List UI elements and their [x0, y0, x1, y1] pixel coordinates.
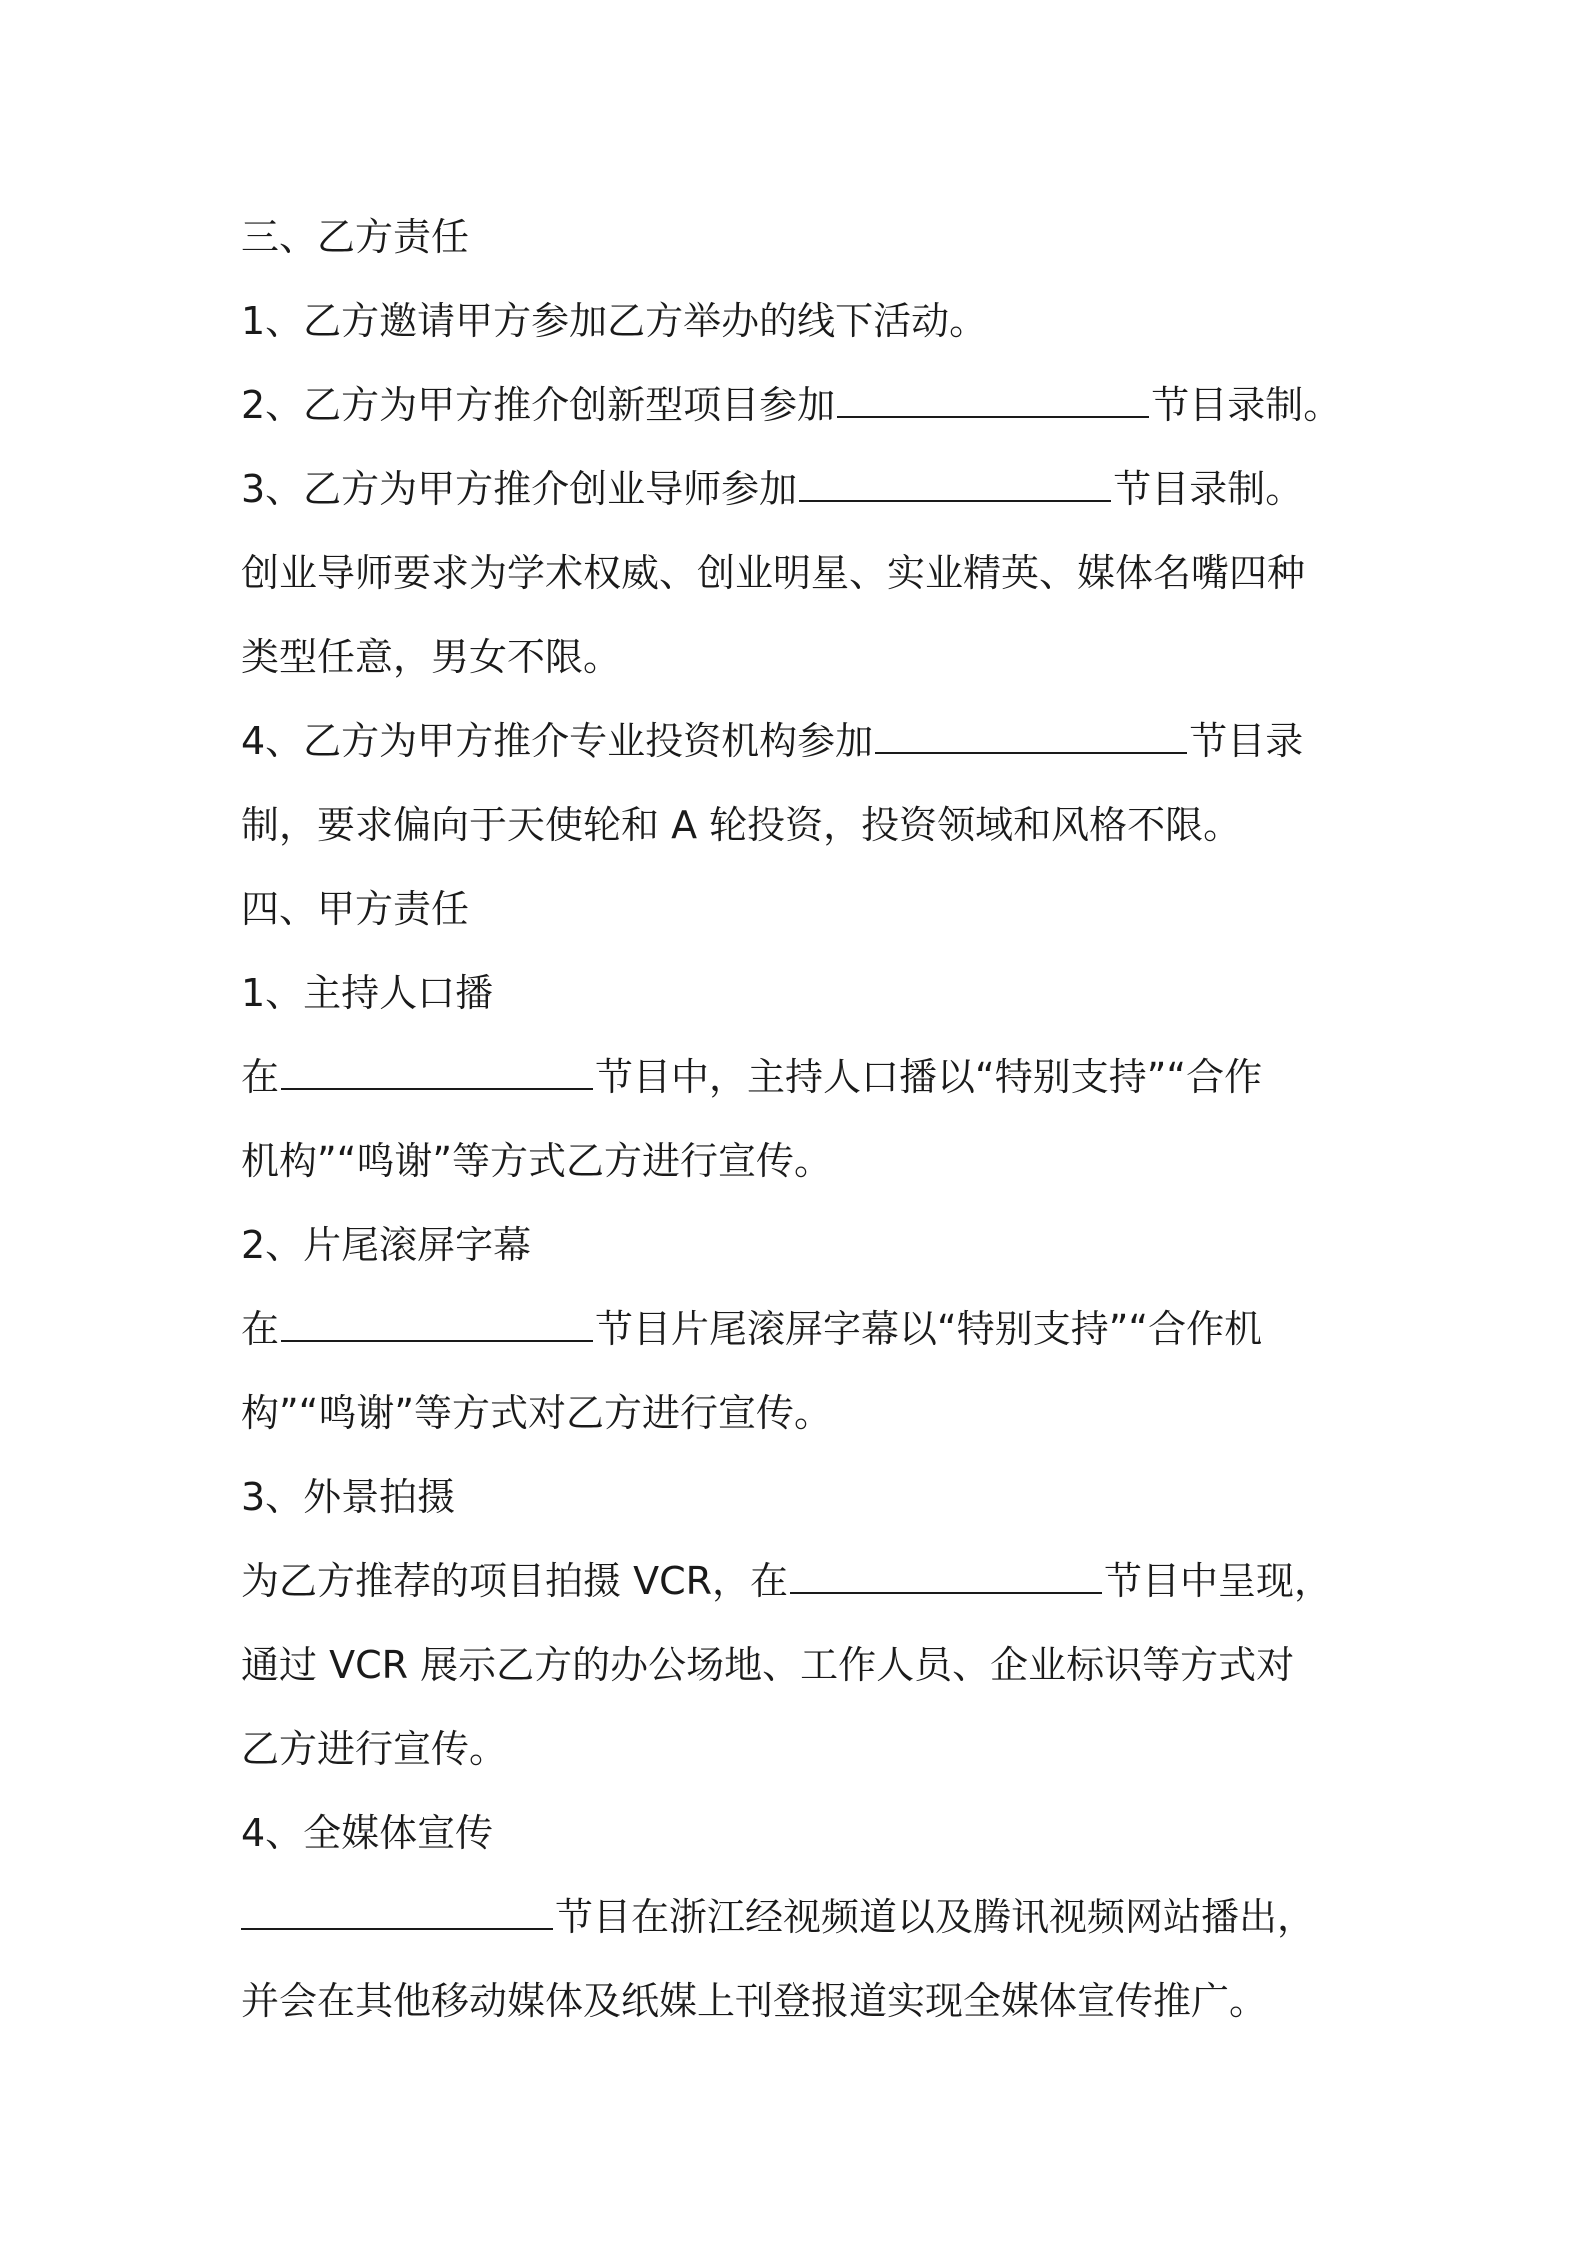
text-run: 节目录制。 — [1151, 383, 1342, 427]
fill-in-blank — [281, 1310, 593, 1342]
fill-in-blank — [837, 386, 1149, 418]
text-run: 节目录制。 — [1113, 467, 1304, 511]
text-run: 3、乙方为甲方推介创业导师参加 — [241, 467, 798, 511]
paragraph: 1、乙方邀请甲方参加乙方举办的线下活动。 — [241, 299, 988, 343]
fill-in-blank — [241, 1898, 553, 1930]
paragraph — [241, 1035, 1371, 1119]
paragraph: 制，要求偏向于天使轮和 A 轮投资，投资领域和风格不限。 — [241, 803, 1242, 847]
paragraph — [241, 363, 1371, 447]
section-heading: 四、甲方责任 — [241, 887, 470, 931]
paragraph — [241, 1287, 1371, 1371]
document-page — [241, 195, 1371, 2043]
paragraph: 通过 VCR 展示乙方的办公场地、工作人员、企业标识等方式对 — [241, 1643, 1295, 1687]
text-run: 4、乙方为甲方推介专业投资机构参加 — [241, 719, 874, 763]
paragraph: 创业导师要求为学术权威、创业明星、实业精英、媒体名嘴四种 — [241, 551, 1306, 595]
text-run: 节目中，主持人口播以“特别支持”“合作 — [595, 1055, 1263, 1099]
paragraph — [241, 1875, 1371, 1959]
text-run: 节目片尾滚屏字幕以“特别支持”“合作机 — [595, 1307, 1263, 1351]
paragraph: 并会在其他移动媒体及纸媒上刊登报道实现全媒体宣传推广。 — [241, 1979, 1268, 2023]
text-run: 节目在浙江经视频道以及腾讯视频网站播出， — [555, 1895, 1316, 1939]
fill-in-blank — [799, 470, 1111, 502]
paragraph: 乙方进行宣传。 — [241, 1727, 508, 1771]
fill-in-blank — [281, 1058, 593, 1090]
paragraph — [241, 1539, 1371, 1623]
subheading: 1、主持人口播 — [241, 971, 494, 1015]
text-run: 节目中呈现， — [1104, 1559, 1333, 1603]
paragraph — [241, 447, 1371, 531]
text-run: 节目录 — [1189, 719, 1304, 763]
text-run: 在 — [241, 1307, 280, 1351]
fill-in-blank — [790, 1562, 1102, 1594]
section-heading: 三、乙方责任 — [241, 215, 470, 259]
text-run: 为乙方推荐的项目拍摄 VCR，在 — [241, 1559, 789, 1603]
paragraph — [241, 699, 1371, 783]
text-run: 2、乙方为甲方推介创新型项目参加 — [241, 383, 836, 427]
paragraph: 构”“鸣谢”等方式对乙方进行宣传。 — [241, 1391, 833, 1435]
subheading: 3、外景拍摄 — [241, 1475, 456, 1519]
subheading: 4、全媒体宣传 — [241, 1811, 494, 1855]
text-run: 在 — [241, 1055, 280, 1099]
subheading: 2、片尾滚屏字幕 — [241, 1223, 532, 1267]
paragraph: 类型任意，男女不限。 — [241, 635, 622, 679]
fill-in-blank — [875, 722, 1187, 754]
paragraph: 机构”“鸣谢”等方式乙方进行宣传。 — [241, 1139, 833, 1183]
